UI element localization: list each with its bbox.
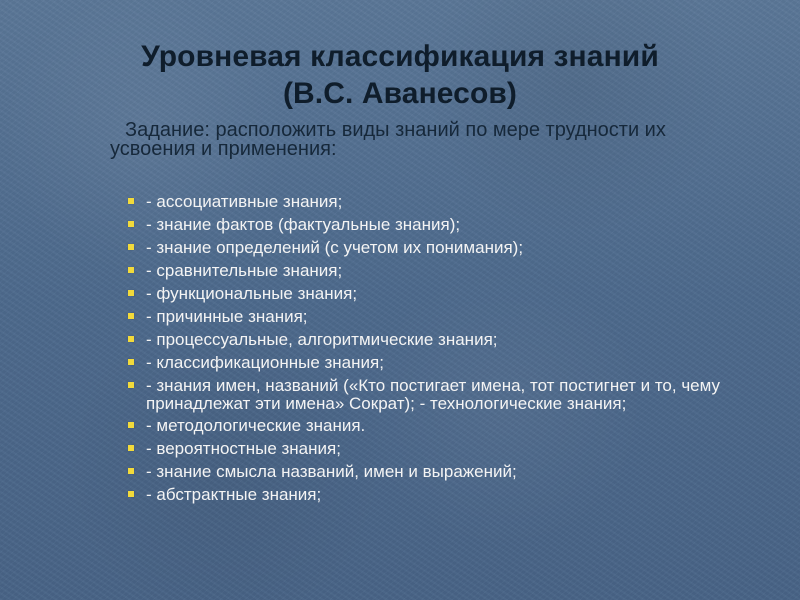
slide-title <box>0 38 800 112</box>
task-paragraph <box>110 121 730 159</box>
list-item-text: - причинные знания; <box>146 307 308 326</box>
square-bullet-icon <box>128 382 134 388</box>
list-item-11 <box>122 440 772 458</box>
list-item-text: - вероятностные знания; <box>146 439 341 458</box>
title-line-1: Уровневая классификация знаний <box>141 40 659 73</box>
square-bullet-icon <box>128 336 134 342</box>
square-bullet-icon <box>128 244 134 250</box>
list-item-text: - классификационные знания; <box>146 353 384 372</box>
list-item-5 <box>122 285 772 303</box>
list-item-6 <box>122 308 772 326</box>
list-item-text: - абстрактные знания; <box>146 485 322 504</box>
list-item-12 <box>122 463 772 481</box>
list-item-9 <box>122 377 772 413</box>
list-item-13 <box>122 486 772 504</box>
list-item-8 <box>122 354 772 372</box>
list-item-text: - знание фактов (фактуальные знания); <box>146 215 461 234</box>
list-item-text: - ассоциативные знания; <box>146 192 343 211</box>
list-item-text: - сравнительные знания; <box>146 261 343 280</box>
square-bullet-icon <box>128 359 134 365</box>
square-bullet-icon <box>128 468 134 474</box>
square-bullet-icon <box>128 267 134 273</box>
list-item-text: - функциональные знания; <box>146 284 358 303</box>
task-text: Задание: расположить виды знаний по мере трудности их усвоения и применения: <box>110 119 666 160</box>
square-bullet-icon <box>128 198 134 204</box>
list-item-text: - знания имен, названий («Кто постигает имена, тот постигнет и то, чему принадлежат эти имена» Сократ); - технологические знания; <box>146 376 721 413</box>
list-item-text: - знание смысла названий, имен и выражений; <box>146 462 517 481</box>
list-item-4 <box>122 262 772 280</box>
list-item-7 <box>122 331 772 349</box>
square-bullet-icon <box>128 445 134 451</box>
list-item-text: - знание определений (с учетом их понимания); <box>146 238 524 257</box>
square-bullet-icon <box>128 422 134 428</box>
knowledge-types-list <box>122 193 772 509</box>
list-item-text: - процессуальные, алгоритмические знания; <box>146 330 498 349</box>
list-item-10 <box>122 417 772 435</box>
square-bullet-icon <box>128 491 134 497</box>
list-item-1 <box>122 193 772 211</box>
square-bullet-icon <box>128 313 134 319</box>
square-bullet-icon <box>128 290 134 296</box>
square-bullet-icon <box>128 221 134 227</box>
list-item-2 <box>122 216 772 234</box>
title-line-2: (В.С. Аванесов) <box>282 77 518 110</box>
list-item-text: - методологические знания. <box>146 416 366 435</box>
list-item-3 <box>122 239 772 257</box>
